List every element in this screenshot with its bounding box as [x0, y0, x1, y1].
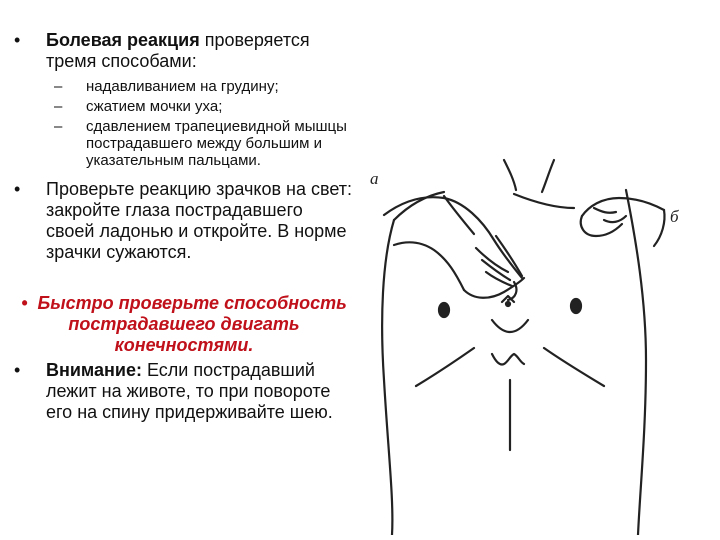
- warning-text: Если пострадавший лежит на животе, то при повороте его на спину придерживайте шею.: [46, 360, 333, 422]
- rib-line: [544, 348, 604, 386]
- neck-line: [542, 160, 554, 192]
- bullet-marker: •: [14, 360, 21, 380]
- pain-methods-list: [54, 78, 354, 169]
- rib-arch: [492, 320, 528, 332]
- pain-method-item: [54, 78, 354, 95]
- bullet-marker: •: [21, 293, 28, 313]
- label-b: б: [670, 207, 679, 226]
- hand-b: [594, 208, 616, 213]
- limb-check-note: [14, 293, 354, 356]
- slide-text: [14, 30, 354, 423]
- abdomen-line: [492, 354, 524, 365]
- nipple: [571, 299, 581, 313]
- pain-reaction-text: проверяется: [199, 30, 310, 50]
- torso-right-edge: [626, 190, 646, 535]
- rib-line: [416, 348, 474, 386]
- bullet-marker: •: [14, 179, 21, 199]
- neck-line: [504, 160, 516, 190]
- collarbone: [444, 196, 474, 234]
- arm-a: [394, 242, 464, 290]
- pain-reaction-text-line2: тремя способами:: [46, 51, 197, 71]
- chest-illustration: [364, 150, 694, 535]
- pain-method-item: [54, 118, 354, 169]
- pain-method-text: надавливанием на грудину;: [86, 78, 279, 95]
- dash-marker: –: [54, 98, 63, 115]
- pain-reaction-heading: Болевая реакция: [46, 30, 200, 50]
- warning-label: Внимание:: [46, 360, 142, 380]
- pain-method-text: сдавлением трапециевидной мышцы пострадавшего между большим и указательным пальцами.: [86, 118, 347, 169]
- bullet-marker: •: [14, 30, 21, 50]
- sternum-dot: [506, 302, 510, 306]
- pain-method-item: [54, 98, 354, 115]
- hand-b: [654, 210, 665, 246]
- dash-marker: –: [54, 118, 63, 135]
- limb-check-text: Быстро проверьте способность пострадавшего двигать конечностями.: [37, 293, 347, 355]
- finger: [604, 216, 626, 222]
- pain-method-text: сжатием мочки уха;: [86, 98, 223, 115]
- pain-reaction-bullet: [14, 30, 354, 72]
- torso-left-edge: [382, 220, 394, 535]
- pupil-check-text: Проверьте реакцию зрачков на свет: закройте глаза пострадавшего своей ладонью и откройте. В норме зрачки сужаются.: [46, 179, 353, 262]
- pupil-check-bullet: [14, 179, 354, 263]
- collarbone: [514, 194, 574, 208]
- finger: [496, 236, 522, 276]
- hand-b: [581, 216, 622, 236]
- dash-marker: –: [54, 78, 63, 95]
- warning-bullet: [14, 360, 354, 423]
- label-a: а: [370, 169, 379, 188]
- nipple: [439, 303, 449, 317]
